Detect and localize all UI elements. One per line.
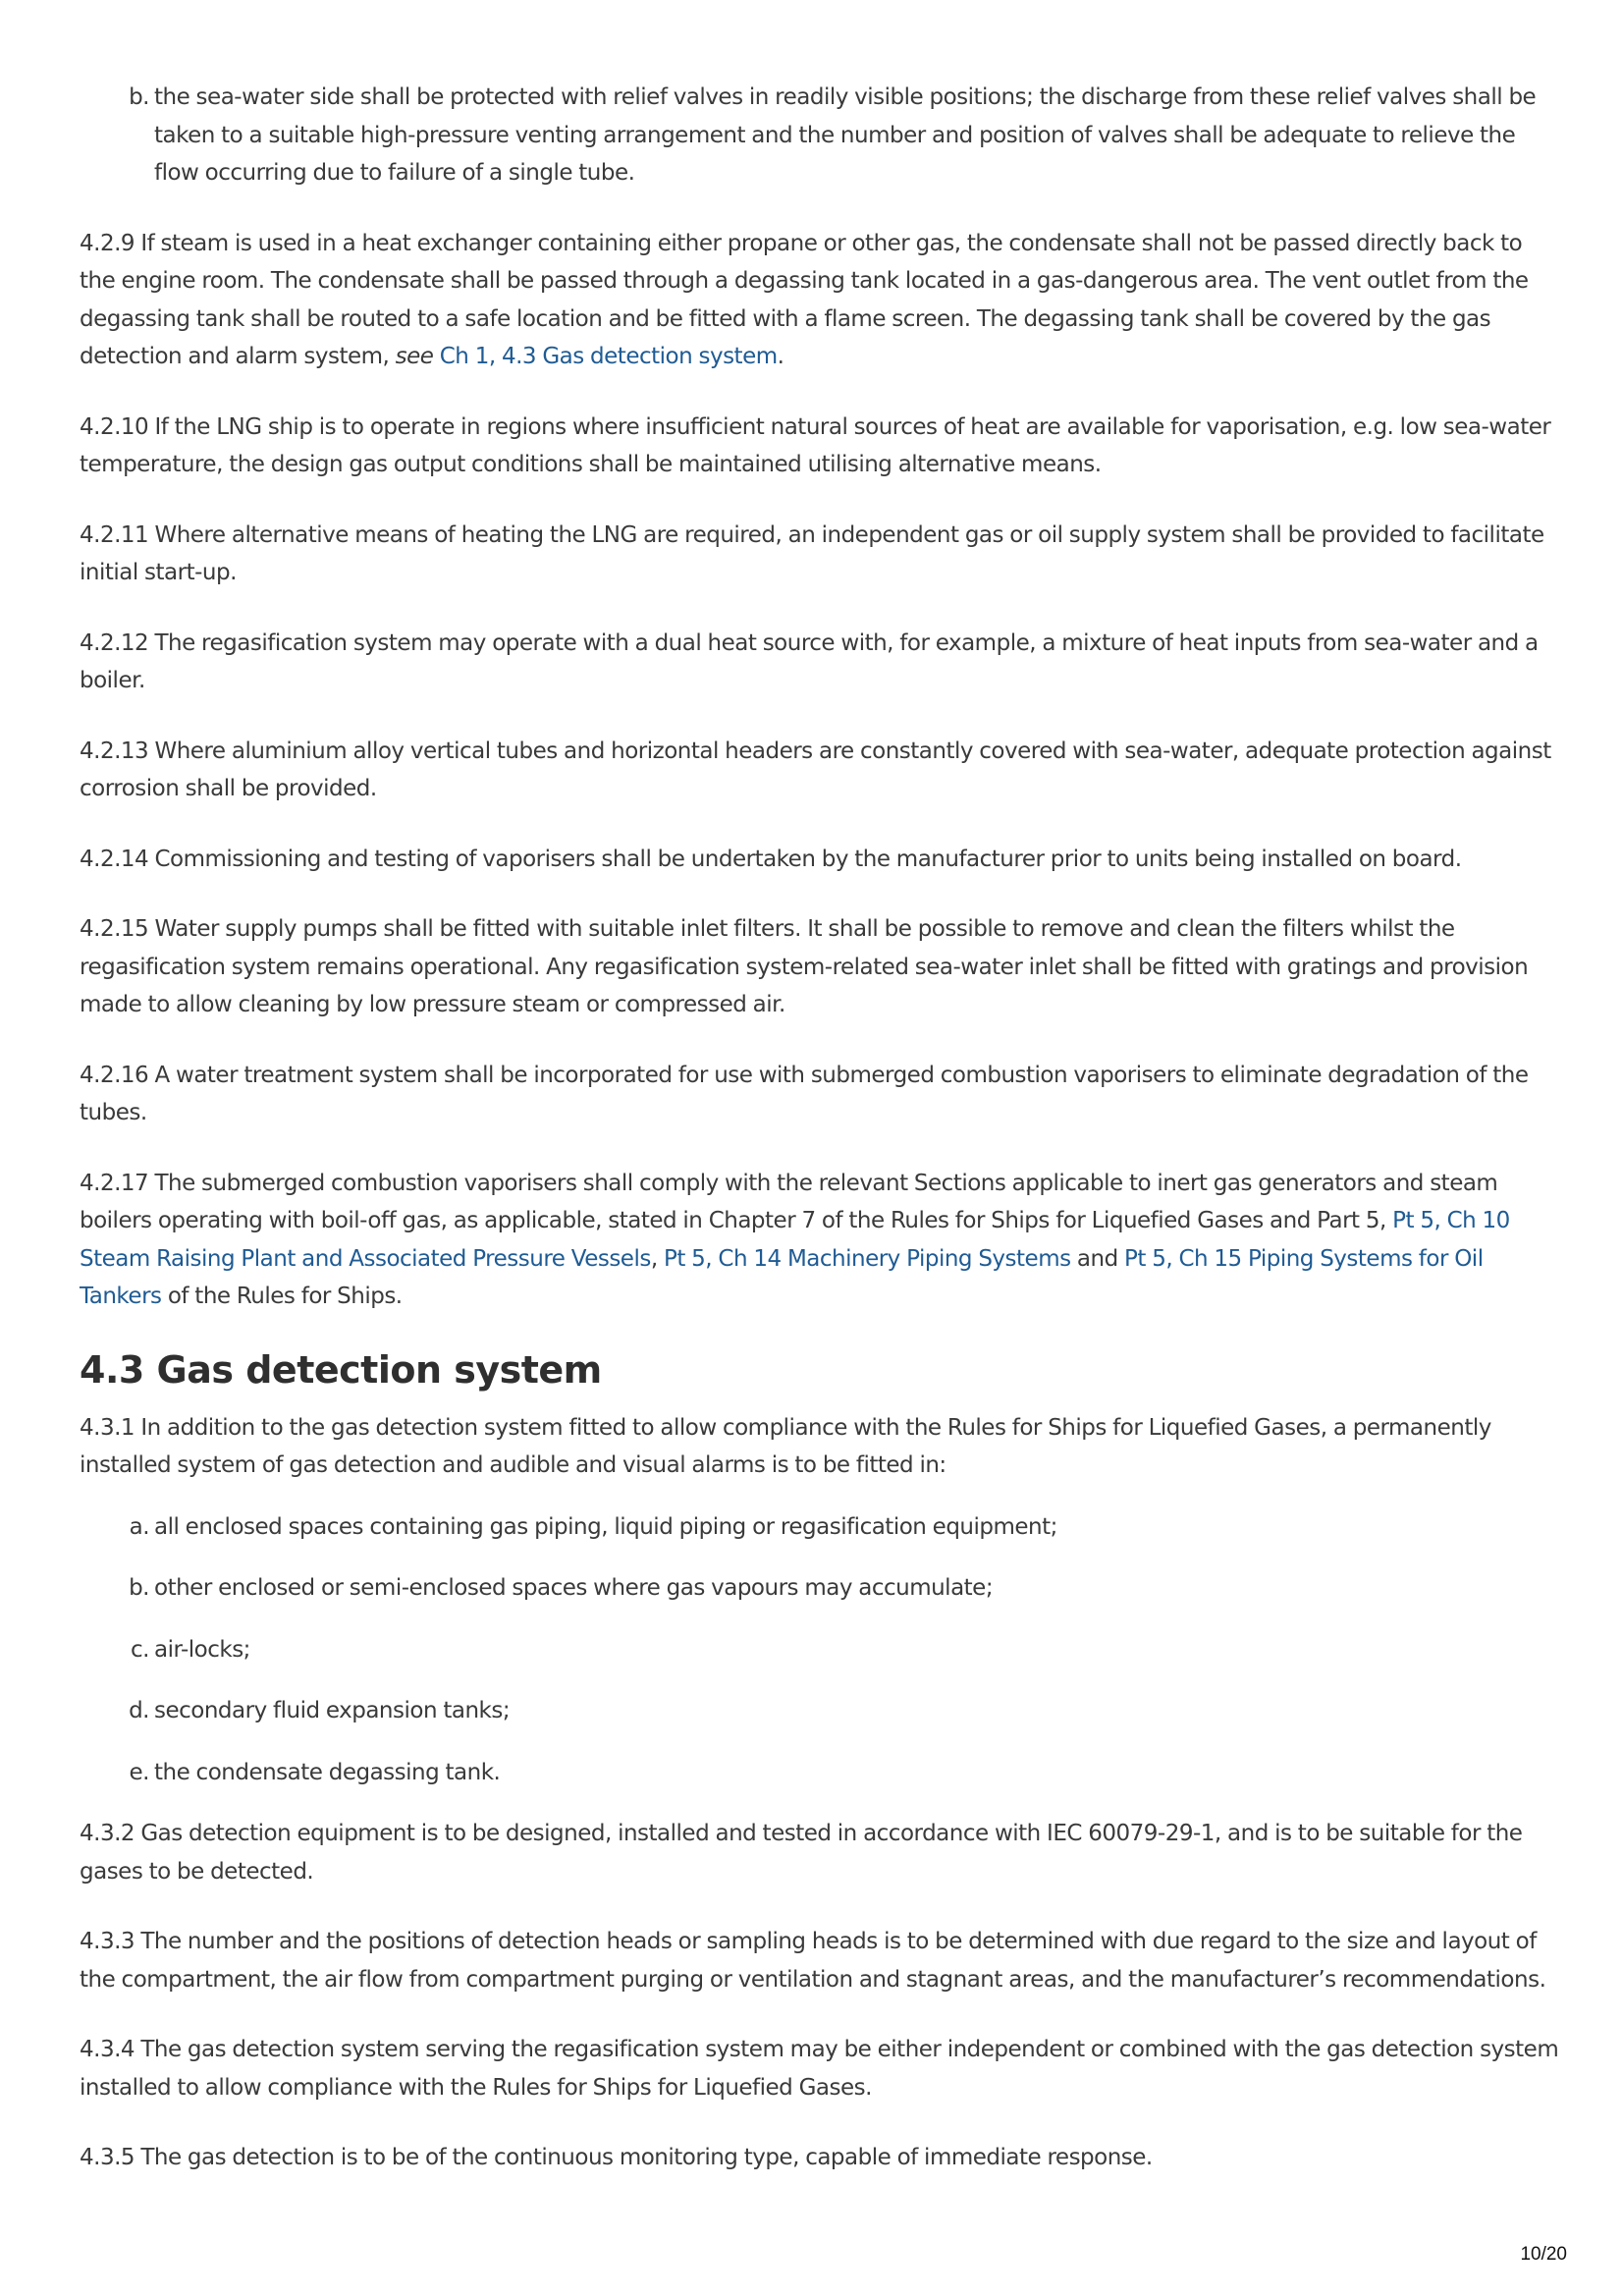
separator: and: [1070, 1245, 1124, 1272]
paragraph-4-3-2: 4.3.2 Gas detection equipment is to be designed, installed and tested in accordance with IEC 60079-29-1, and is to be suitable for the gases to be detected.: [80, 1821, 1523, 1885]
list-item-e: [80, 1754, 1562, 1792]
list-item-text: the sea-water side shall be protected with relief valves in readily visible positions; the discharge from these relief valves shall be taken to a suitable high-pressure venting arrangement and the number and position of valves shall be adequate to relieve the flow occurring due to failure of a single tube.: [154, 84, 1537, 186]
paragraph-4-3-1: 4.3.1 In addition to the gas detection system fitted to allow compliance with the Rules for Ships for Liquefied Gases, a permanently installed system of gas detection and audible and visual alarms is to be fitted in:: [80, 1414, 1491, 1478]
paragraph-4-2-14: 4.2.14 Commissioning and testing of vaporisers shall be undertaken by the manufacturer prior to units being installed on board.: [80, 846, 1462, 872]
paragraph-4-3-3: 4.3.3 The number and the positions of detection heads or sampling heads is to be determined with due regard to the size and layout of the compartment, the air flow from compartment purging or ventilation and stagnant areas, and the manufacturer’s recommendations.: [80, 1929, 1546, 1993]
list-4-3-1: [80, 1508, 1562, 1792]
link-steam-raising-plant[interactable]: Pt 5, Ch 10 Steam Raising Plant and Associated Pressure Vessels: [80, 1208, 1510, 1272]
page-number: 10/20: [1520, 2244, 1567, 2265]
paragraph-4-2-11: 4.2.11 Where alternative means of heating the LNG are required, an independent gas or oil supply system shall be provided to facilitate initial start-up.: [80, 521, 1544, 585]
list-marker: e.: [129, 1759, 149, 1785]
paragraph-4-2-15: 4.2.15 Water supply pumps shall be fitted with suitable inlet filters. It shall be possible to remove and clean the filters whilst the regasification system remains operational. Any regasification system-related sea-water inlet shall be fitted with gratings and provision made to allow cleaning by low pressure steam or compressed air.: [80, 916, 1529, 1017]
list-item-text: secondary fluid expansion tanks;: [154, 1698, 511, 1723]
list-marker: b.: [129, 84, 149, 110]
paragraph-4-2-13: 4.2.13 Where aluminium alloy vertical tubes and horizontal headers are constantly covered with sea-water, adequate protection against corrosion shall be provided.: [80, 738, 1551, 801]
paragraph-4-2-16: 4.2.16 A water treatment system shall be incorporated for use with submerged combustion vaporisers to eliminate degradation of the tubes.: [80, 1062, 1529, 1125]
separator: ,: [650, 1245, 664, 1272]
list-item-text: air-locks;: [154, 1636, 250, 1663]
list-item-b: [80, 79, 1562, 192]
list-item-text: other enclosed or semi-enclosed spaces where gas vapours may accumulate;: [154, 1575, 994, 1601]
link-gas-detection-system[interactable]: Ch 1, 4.3 Gas detection system: [439, 344, 778, 369]
paragraph-text: 4.2.9 If steam is used in a heat exchanger containing either propane or other gas, the condensate shall not be passed directly back to the engine room. The condensate shall be passed through a degassing tank located in a gas-dangerous area. The vent outlet from the degassing tank shall be routed to a safe location and be fitted with a flame screen. The degassing tank shall be covered by the gas detection and alarm system,: [80, 230, 1529, 369]
list-marker: d.: [129, 1698, 149, 1723]
paragraph-4-2-12: 4.2.12 The regasification system may operate with a dual heat source with, for example, a mixture of heat inputs from sea-water and a boiler.: [80, 629, 1539, 693]
link-piping-oil-tankers[interactable]: Pt 5, Ch 15 Piping Systems for Oil Tankers: [80, 1245, 1484, 1309]
document-body: [80, 79, 1562, 2210]
paragraph-end: of the Rules for Ships.: [161, 1284, 403, 1309]
paragraph-4-2-9: [80, 225, 1562, 376]
list-item-d: [80, 1692, 1562, 1730]
list-item-b: [80, 1569, 1562, 1608]
list-marker: b.: [129, 1575, 149, 1601]
list-item-text: all enclosed spaces containing gas piping, liquid piping or regasification equipment;: [154, 1513, 1057, 1540]
list-marker: a.: [129, 1513, 149, 1540]
see-emphasis: see: [395, 344, 434, 369]
paragraph-4-2-10: 4.2.10 If the LNG ship is to operate in regions where insufficient natural sources of heat are available for vaporisation, e.g. low sea-water temperature, the design gas output conditions shall be maintained utilising alternative means.: [80, 413, 1551, 477]
paragraph-text: 4.2.17 The submerged combustion vaporisers shall comply with the relevant Sections applicable to inert gas generators and steam boilers operating with boil-off gas, as applicable, stated in Chapter 7 of the Rules for Ships for Liquefied Gases and Part 5,: [80, 1170, 1498, 1233]
list-marker: c.: [131, 1636, 149, 1663]
link-machinery-piping[interactable]: Pt 5, Ch 14 Machinery Piping Systems: [663, 1245, 1071, 1272]
list-item-text: the condensate degassing tank.: [154, 1759, 501, 1785]
paragraph-4-3-5: 4.3.5 The gas detection is to be of the continuous monitoring type, capable of immediate response.: [80, 2145, 1153, 2170]
paragraph-4-3-4: 4.3.4 The gas detection system serving the regasification system may be either independent or combined with the gas detection system installed to allow compliance with the Rules for Ships for Liquefied Gases.: [80, 2037, 1559, 2101]
paragraph-end: .: [777, 344, 784, 369]
list-item-c: [80, 1631, 1562, 1669]
list-item-a: [80, 1508, 1562, 1547]
paragraph-4-2-17: [80, 1165, 1562, 1316]
section-heading-4-3: 4.3 Gas detection system: [80, 1347, 602, 1392]
